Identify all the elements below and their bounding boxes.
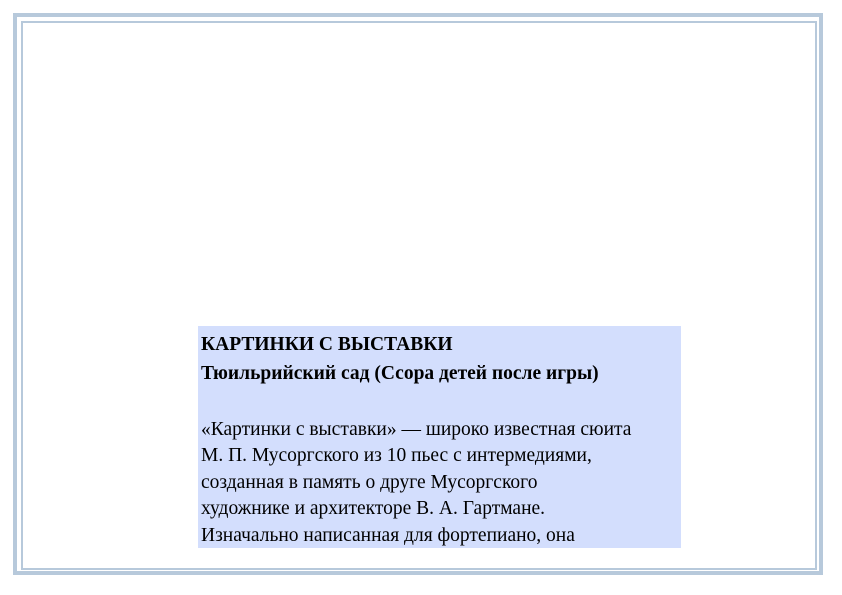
slide-subtitle: Тюильрийский сад (Ссора детей после игры) (201, 363, 599, 384)
blank-line (201, 388, 681, 417)
body-paragraph (201, 417, 681, 548)
body-line: Изначально написанная для фортепиано, она (201, 524, 575, 546)
text-box (198, 326, 681, 548)
body-line: созданная в память о друге Мусоргского (201, 471, 538, 493)
slide-title: КАРТИНКИ С ВЫСТАВКИ (201, 334, 453, 355)
body-line: «Картинки с выставки» — широко известная сюита (201, 419, 632, 440)
body-line: М. П. Мусоргского из 10 пьес с интермедиями, (201, 445, 592, 467)
body-line: художнике и архитекторе В. А. Гартмане. (201, 498, 546, 520)
